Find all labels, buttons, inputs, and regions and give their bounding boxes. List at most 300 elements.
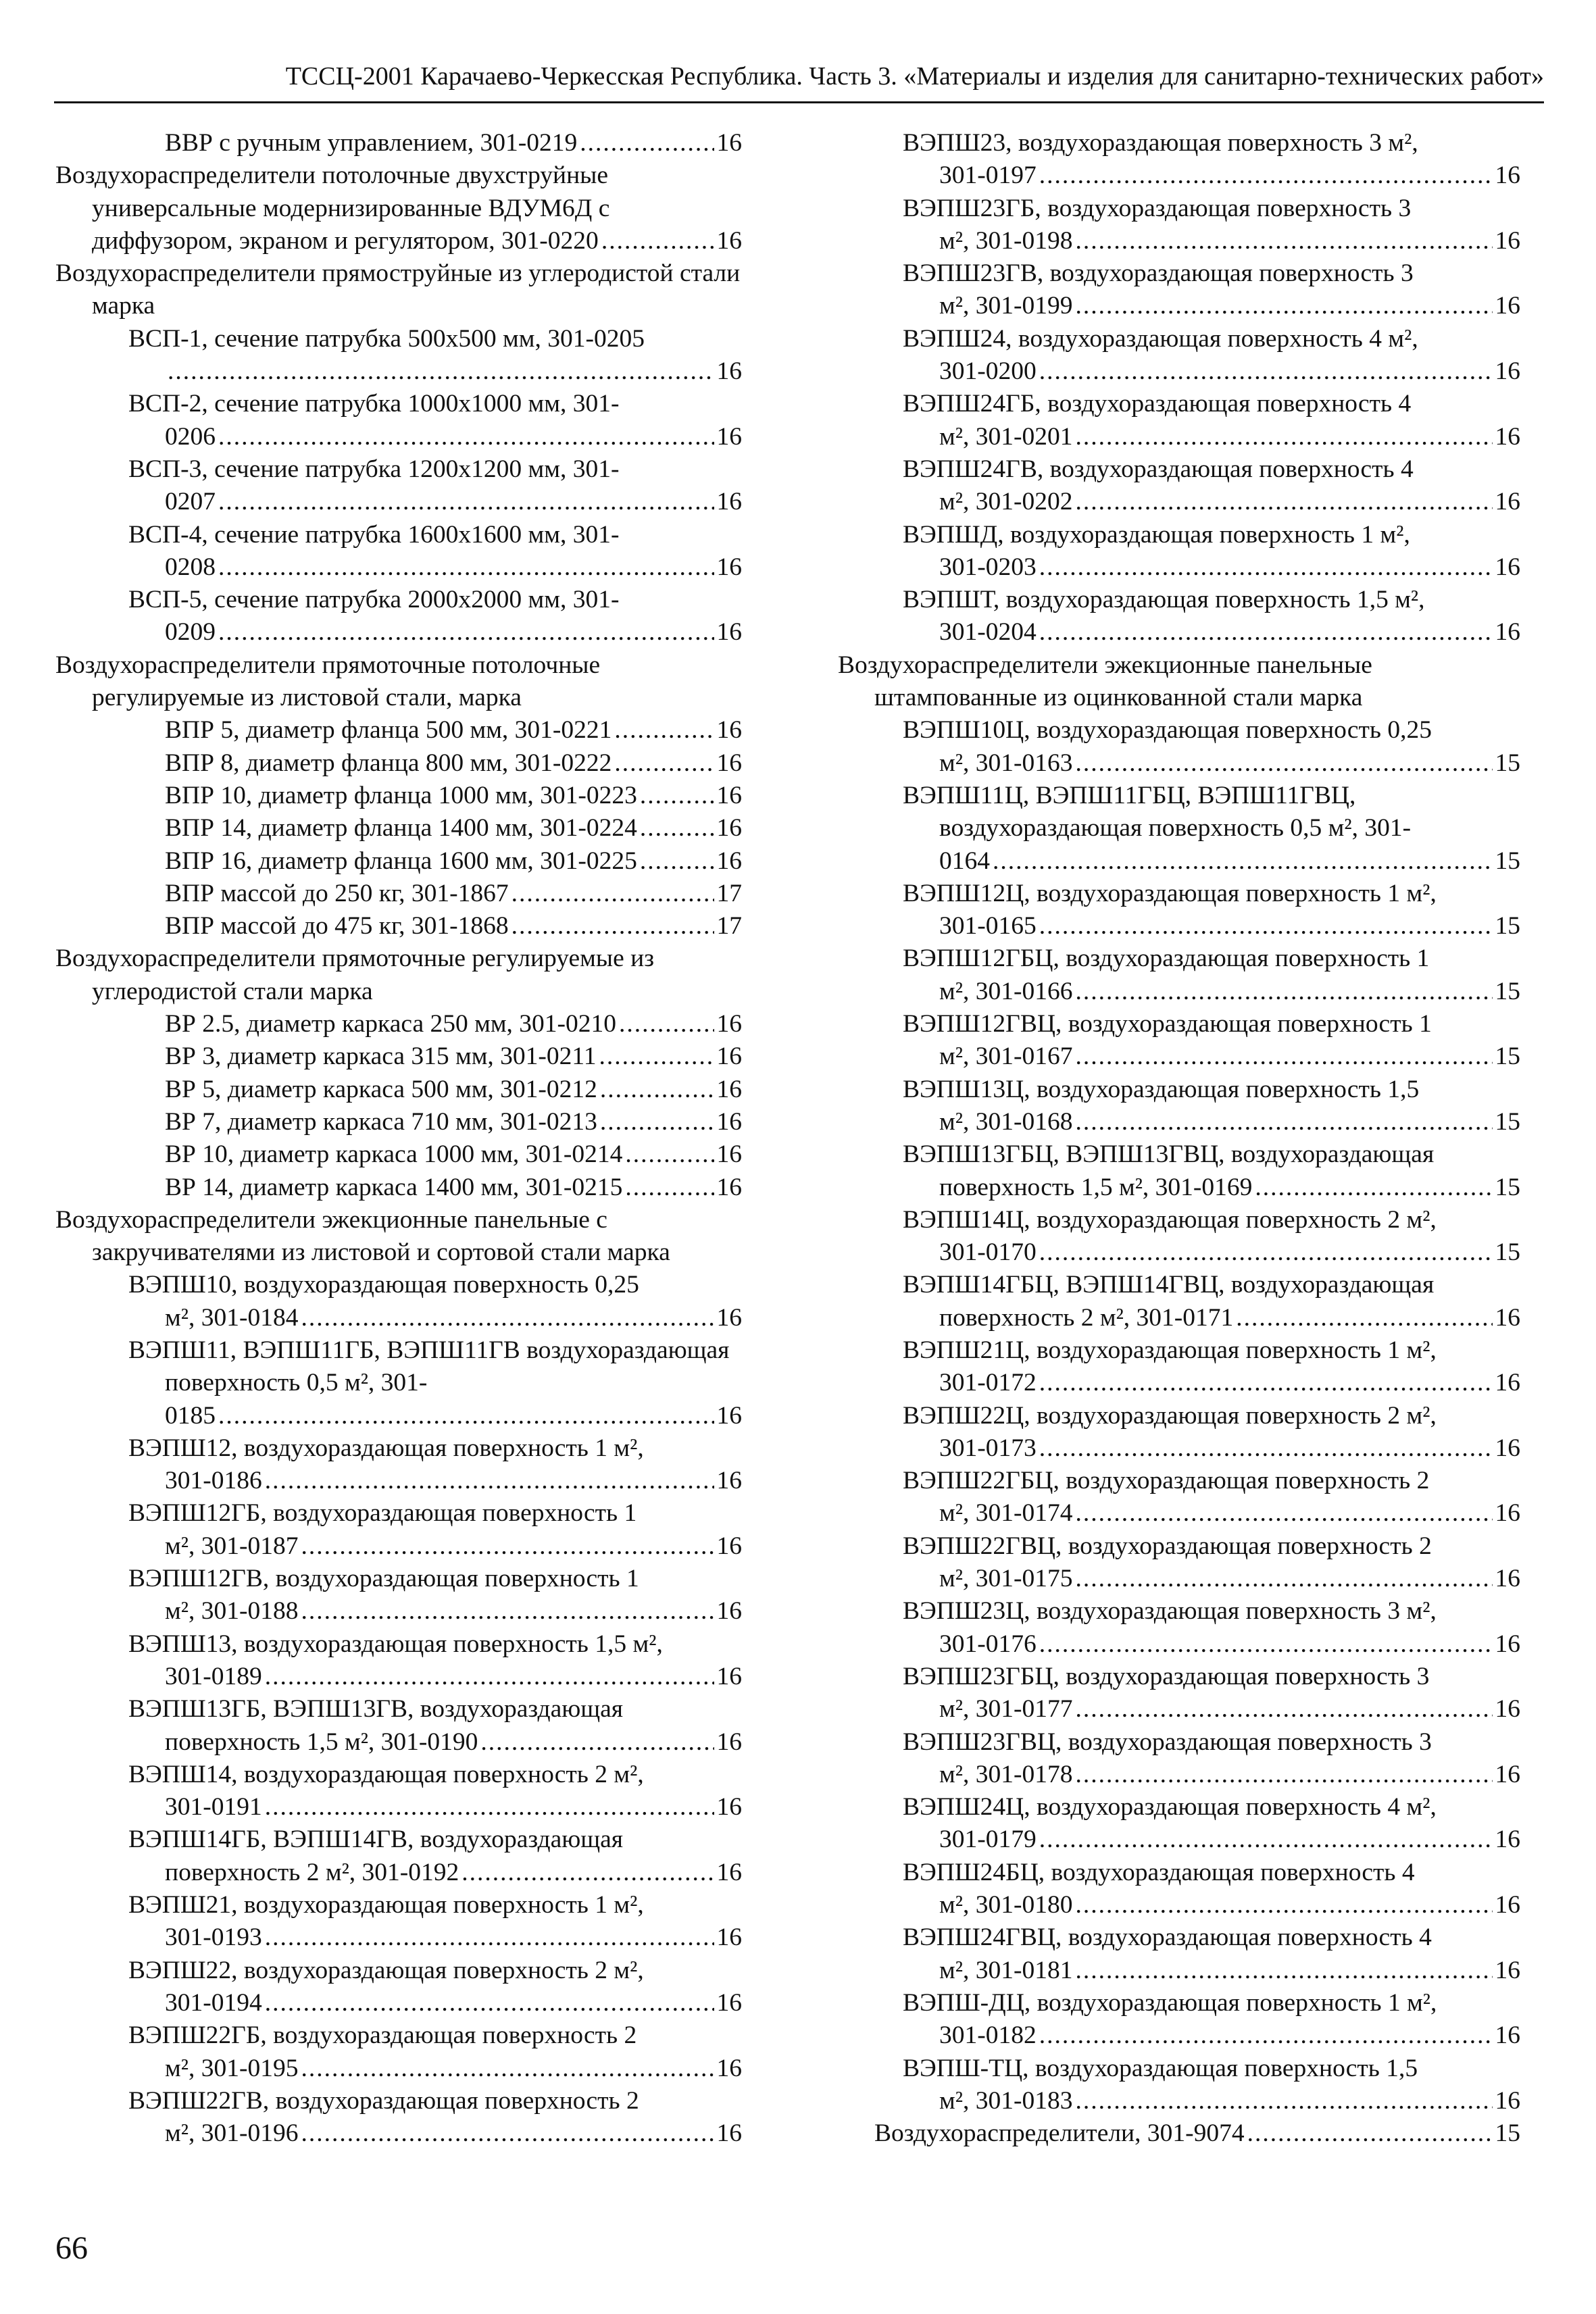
entry-tail: 301-0191 — [165, 1793, 262, 1821]
entry-leader-line — [165, 1465, 742, 1497]
entry-leader-line — [939, 1628, 1520, 1661]
entry-text: ВЭПШ22, воздухораздающая поверхность 2 м², — [128, 1956, 644, 1984]
entry-page: 16 — [1495, 422, 1520, 451]
index-entry — [55, 388, 742, 453]
entry-text: Воздухораспределители прямоточные регулируемые из углеродистой стали марка — [55, 945, 655, 1005]
entry-leader-line — [92, 225, 742, 257]
index-entry — [838, 257, 1520, 323]
entry-page: 16 — [1495, 488, 1520, 516]
dot-leader — [1075, 747, 1492, 780]
entry-leader-line — [939, 1172, 1520, 1204]
index-entry — [838, 780, 1520, 878]
entry-text: ВЭПШ24БЦ, воздухораздающая поверхность 4 — [903, 1858, 1415, 1886]
entry-text: ВСП-3, сечение патрубка 1200x1200 мм, 301- — [128, 455, 620, 483]
index-entry — [838, 1269, 1520, 1334]
index-entry — [838, 1661, 1520, 1726]
entry-text: ВЭПШ23ГБ, воздухораздающая поверхность 3 — [903, 194, 1412, 222]
entry-page: 16 — [1495, 1891, 1520, 1919]
entry-text: ВЭПШ22ГБЦ, воздухораздающая поверхность 2 — [903, 1467, 1430, 1495]
entry-leader-line — [165, 780, 742, 812]
entry-page: 15 — [1495, 977, 1520, 1005]
entry-leader-line — [165, 2053, 742, 2085]
entry-leader-line — [939, 747, 1520, 780]
entry-text: ВЭПШ-ДЦ, воздухораздающая поверхность 1 м², — [903, 1988, 1437, 2017]
dot-leader — [1075, 2085, 1492, 2117]
entry-page: 16 — [716, 1662, 742, 1690]
entry-tail: м², 301-0175 — [939, 1565, 1073, 1593]
entry-text: ВЭПШ24ГВ, воздухораздающая поверхность 4 — [903, 455, 1414, 483]
entry-tail: ВПР 8, диаметр фланца 800 мм, 301-0222 — [165, 749, 612, 777]
dot-leader — [218, 486, 714, 518]
entry-tail: м², 301-0184 — [165, 1303, 299, 1332]
entry-page: 16 — [716, 1075, 742, 1103]
entry-tail: м², 301-0181 — [939, 1956, 1073, 1984]
entry-leader-line — [939, 976, 1520, 1008]
dot-leader — [1236, 1302, 1492, 1334]
entry-page: 16 — [1495, 2021, 1520, 2050]
entry-text: ВЭПШ11Ц, ВЭПШ11ГБЦ, ВЭПШ11ГВЦ, воздухораздающая поверхность 0,5 м², 301- — [903, 781, 1412, 842]
entry-tail: 301-0172 — [939, 1369, 1037, 1397]
dot-leader — [614, 714, 714, 747]
index-entry — [55, 323, 742, 388]
dot-leader — [1075, 290, 1492, 322]
dot-leader — [301, 1530, 714, 1563]
dot-leader — [218, 1400, 714, 1432]
entry-page: 16 — [716, 716, 742, 745]
entry-leader-line — [939, 1693, 1520, 1726]
entry-page: 17 — [716, 879, 742, 907]
dot-leader — [1039, 1823, 1493, 1856]
dot-leader — [1039, 1236, 1493, 1269]
entry-tail: м², 301-0178 — [939, 1760, 1073, 1788]
entry-page: 16 — [716, 781, 742, 809]
entry-page: 16 — [716, 1858, 742, 1886]
entry-text: Воздухораспределители эжекционные панельные с закручивателями из листовой и сортовой стали марка — [55, 1205, 670, 1267]
entry-tail: ВПР массой до 475 кг, 301-1868 — [165, 912, 509, 940]
entry-leader-line — [939, 290, 1520, 322]
index-column-left — [55, 127, 742, 2150]
entry-page: 16 — [716, 2119, 742, 2148]
entry-page: 16 — [1495, 226, 1520, 255]
dot-leader — [1247, 2117, 1493, 2150]
entry-page: 16 — [716, 847, 742, 875]
dot-leader — [1075, 1040, 1492, 1073]
entry-text: ВЭПШ23ГВ, воздухораздающая поверхность 3 — [903, 259, 1414, 288]
entry-leader-line — [939, 1823, 1520, 1856]
entry-page: 16 — [716, 1728, 742, 1756]
entry-tail: поверхность 1,5 м², 301-0190 — [165, 1728, 478, 1756]
index-entry — [838, 714, 1520, 780]
entry-page: 16 — [1495, 1695, 1520, 1724]
dot-leader — [600, 1106, 714, 1138]
entry-leader-line — [165, 845, 742, 878]
entry-tail: 301-0179 — [939, 1826, 1037, 1854]
entry-tail: 301-0170 — [939, 1238, 1037, 1267]
entry-text: ВЭПШ10, воздухораздающая поверхность 0,25 — [128, 1271, 639, 1299]
entry-tail: 0206 — [165, 422, 216, 451]
entry-text: ВЭПШ23ГВЦ, воздухораздающая поверхность 3 — [903, 1728, 1432, 1756]
entry-tail: м², 301-0187 — [165, 1532, 299, 1560]
index-heading — [838, 2117, 1520, 2150]
entry-text: ВЭПШ14ГБ, ВЭПШ14ГВ, воздухораздающая — [128, 1826, 624, 1854]
entry-text: ВЭПШ12ГБ, воздухораздающая поверхность 1 — [128, 1499, 637, 1528]
entry-leader-line — [165, 910, 742, 942]
entry-text: ВЭПШ12, воздухораздающая поверхность 1 м², — [128, 1434, 644, 1462]
dot-leader — [168, 355, 714, 388]
entry-leader-line — [939, 1367, 1520, 1399]
running-header: ТССЦ-2001 Карачаево-Черкесская Республика. Часть 3. «Материалы и изделия для санитарно-технических работ» — [285, 62, 1544, 91]
entry-page: 15 — [1495, 2119, 1520, 2148]
index-entry — [55, 1106, 742, 1138]
index-entry — [55, 1955, 742, 2020]
entry-text: ВЭПШ-ТЦ, воздухораздающая поверхность 1,5 — [903, 2054, 1418, 2082]
dot-leader — [993, 845, 1493, 878]
index-heading — [55, 1204, 742, 1269]
entry-leader-line — [939, 1497, 1520, 1530]
entry-text: ВСП-5, сечение патрубка 2000x2000 мм, 301- — [128, 586, 620, 614]
entry-leader-line — [165, 421, 742, 453]
entry-text: ВЭПШ13Ц, воздухораздающая поверхность 1,5 — [903, 1075, 1420, 1103]
entry-page: 16 — [1495, 1565, 1520, 1593]
entry-page: 16 — [716, 422, 742, 451]
dot-leader — [462, 1857, 714, 1889]
entry-leader-line — [165, 1791, 742, 1823]
index-entry — [55, 845, 742, 878]
entry-leader-line — [165, 1040, 742, 1073]
index-entry — [55, 1889, 742, 1955]
entry-tail: 301-0197 — [939, 161, 1037, 190]
entry-leader-line — [939, 1759, 1520, 1791]
entry-leader-line — [165, 747, 742, 780]
entry-tail: ВР 7, диаметр каркаса 710 мм, 301-0213 — [165, 1107, 597, 1136]
index-entry — [55, 1693, 742, 1759]
dot-leader — [265, 1791, 714, 1823]
entry-tail: 301-0173 — [939, 1434, 1037, 1462]
entry-text: ВЭПШ14, воздухораздающая поверхность 2 м², — [128, 1760, 644, 1788]
entry-tail: 301-0193 — [165, 1923, 262, 1952]
dot-leader — [1075, 486, 1492, 518]
entry-page: 16 — [716, 357, 742, 386]
entry-tail: 0209 — [165, 618, 216, 647]
dot-leader — [1039, 1432, 1493, 1465]
dot-leader — [1075, 1563, 1492, 1595]
entry-text: ВЭПШ14ГБЦ, ВЭПШ14ГВЦ, воздухораздающая — [903, 1271, 1435, 1299]
entry-text: Воздухораспределители потолочные двухструйные универсальные модернизированные ВДУМ6Д с — [55, 161, 610, 222]
entry-page: 15 — [1495, 1042, 1520, 1071]
entry-page: 16 — [716, 1140, 742, 1169]
entry-tail: 301-0186 — [165, 1467, 262, 1495]
entry-page: 16 — [1495, 1303, 1520, 1332]
index-entry — [55, 584, 742, 649]
entry-tail: ВПР массой до 250 кг, 301-1867 — [165, 879, 509, 907]
entry-page: 16 — [1495, 1760, 1520, 1788]
entry-leader-line — [165, 1138, 742, 1171]
entry-text: ВЭПШ12ГВЦ, воздухораздающая поверхность 1 — [903, 1010, 1432, 1038]
dot-leader — [265, 1921, 714, 1954]
entry-page: 16 — [716, 1467, 742, 1495]
dot-leader — [218, 421, 714, 453]
entry-leader-line — [939, 159, 1520, 192]
entry-page: 15 — [1495, 847, 1520, 875]
entry-text: ВЭПШ12Ц, воздухораздающая поверхность 1 м², — [903, 879, 1437, 907]
entry-page: 16 — [1495, 1434, 1520, 1462]
entry-page: 16 — [716, 1010, 742, 1038]
index-entry — [55, 780, 742, 812]
entry-text: ВЭПШ22ГВ, воздухораздающая поверхность 2 — [128, 2086, 639, 2115]
entry-page: 16 — [1495, 357, 1520, 386]
dot-leader — [1075, 1889, 1492, 1921]
dot-leader — [218, 551, 714, 584]
dot-leader — [619, 1008, 714, 1040]
index-entry — [55, 878, 742, 910]
entry-leader-line — [165, 1008, 742, 1040]
entry-text: Воздухораспределители прямоструйные из углеродистой стали марка — [55, 259, 741, 320]
entry-page: 16 — [716, 814, 742, 842]
index-entry — [55, 1074, 742, 1106]
entry-tail: Воздухораспределители, 301-9074 — [874, 2119, 1245, 2148]
entry-text: ВСП-2, сечение патрубка 1000x1000 мм, 301- — [128, 390, 620, 418]
entry-leader-line — [165, 1106, 742, 1138]
dot-leader — [599, 1040, 714, 1073]
index-entry — [838, 942, 1520, 1008]
entry-tail: ВПР 16, диаметр фланца 1600 мм, 301-0225 — [165, 847, 637, 875]
index-entry — [55, 1138, 742, 1171]
index-entry — [55, 1823, 742, 1889]
index-entry — [55, 714, 742, 747]
entry-leader-line — [874, 2117, 1520, 2150]
entry-text: ВЭПШ12ГВ, воздухораздающая поверхность 1 — [128, 1565, 639, 1593]
entry-tail: 301-0176 — [939, 1630, 1037, 1658]
entry-text: ВЭПШ24, воздухораздающая поверхность 4 м², — [903, 324, 1418, 353]
entry-page: 16 — [716, 226, 742, 255]
entry-tail: м², 301-0167 — [939, 1042, 1073, 1071]
entry-leader-line — [939, 1302, 1520, 1334]
entry-leader-line — [165, 1987, 742, 2019]
entry-text: ВЭПШД, воздухораздающая поверхность 1 м², — [903, 520, 1410, 549]
entry-tail: 301-0194 — [165, 1988, 262, 2017]
dot-leader — [1075, 1759, 1492, 1791]
index-entry — [838, 584, 1520, 649]
entry-page: 16 — [716, 1988, 742, 2017]
entry-leader-line — [165, 878, 742, 910]
dot-leader — [1039, 616, 1493, 649]
dot-leader — [640, 812, 714, 845]
entry-leader-line — [165, 355, 742, 388]
entry-text: ВЭПШ22ГВЦ, воздухораздающая поверхность 2 — [903, 1532, 1432, 1560]
entry-leader-line — [165, 1857, 742, 1889]
index-entry — [838, 1726, 1520, 1792]
entry-leader-line — [939, 910, 1520, 942]
dot-leader — [1039, 551, 1493, 584]
dot-leader — [625, 1138, 714, 1171]
entry-leader-line — [165, 1400, 742, 1432]
dot-leader — [1075, 1693, 1492, 1726]
dot-leader — [1039, 1367, 1493, 1399]
dot-leader — [1039, 2019, 1493, 2052]
entry-text: ВЭПШ22ГБ, воздухораздающая поверхность 2 — [128, 2021, 637, 2050]
entry-page: 16 — [1495, 161, 1520, 190]
index-entry — [838, 1791, 1520, 1857]
entry-leader-line — [165, 551, 742, 584]
dot-leader — [1255, 1172, 1492, 1204]
index-heading — [838, 649, 1520, 715]
index-entry — [838, 1138, 1520, 1204]
index-heading — [55, 159, 742, 257]
entry-tail: 301-0203 — [939, 553, 1037, 581]
entry-page: 16 — [716, 1532, 742, 1560]
index-entry — [55, 1334, 742, 1432]
entry-page: 16 — [716, 1107, 742, 1136]
entry-page: 16 — [716, 129, 742, 157]
entry-tail: ВР 5, диаметр каркаса 500 мм, 301-0212 — [165, 1075, 597, 1103]
entry-tail: 301-0182 — [939, 2021, 1037, 2050]
entry-leader-line — [165, 1074, 742, 1106]
entry-page: 15 — [1495, 912, 1520, 940]
entry-text: Воздухораспределители прямоточные потолочные регулируемые из листовой стали, марка — [55, 651, 601, 712]
dot-leader — [614, 747, 714, 780]
entry-leader-line — [939, 1106, 1520, 1138]
entry-tail: 301-0200 — [939, 357, 1037, 386]
index-entry — [838, 1857, 1520, 1922]
entry-leader-line — [165, 1530, 742, 1563]
entry-leader-line — [165, 714, 742, 747]
entry-tail: м², 301-0195 — [165, 2054, 299, 2082]
entry-tail: диффузором, экраном и регулятором, 301-0220 — [92, 226, 599, 255]
page-number: 66 — [55, 2230, 88, 2266]
entry-page: 16 — [1495, 2086, 1520, 2115]
entry-leader-line — [939, 1955, 1520, 1987]
entry-page: 16 — [716, 553, 742, 581]
entry-leader-line — [165, 616, 742, 649]
dot-leader — [480, 1726, 714, 1759]
entry-leader-line — [939, 616, 1520, 649]
entry-page: 16 — [716, 1923, 742, 1952]
index-entry — [55, 1628, 742, 1694]
entry-leader-line — [939, 2085, 1520, 2117]
index-entry — [838, 1465, 1520, 1530]
entry-tail: поверхность 2 м², 301-0192 — [165, 1858, 459, 1886]
entry-tail: 301-0165 — [939, 912, 1037, 940]
index-entry — [55, 2085, 742, 2150]
entry-text: ВЭПШ13, воздухораздающая поверхность 1,5 м², — [128, 1630, 663, 1658]
entry-tail: 0207 — [165, 488, 216, 516]
index-entry — [55, 127, 742, 159]
entry-leader-line — [939, 355, 1520, 388]
entry-tail: м², 301-0196 — [165, 2119, 299, 2148]
entry-tail: м², 301-0199 — [939, 292, 1073, 320]
index-entry — [838, 519, 1520, 584]
dot-leader — [301, 1302, 714, 1334]
index-entry — [838, 193, 1520, 258]
entry-tail: м², 301-0198 — [939, 226, 1073, 255]
entry-tail: поверхность 2 м², 301-0171 — [939, 1303, 1234, 1332]
dot-leader — [580, 127, 714, 159]
dot-leader — [265, 1465, 714, 1497]
entry-page: 16 — [716, 1793, 742, 1821]
entry-text: ВЭПШ24Ц, воздухораздающая поверхность 4 м², — [903, 1793, 1437, 1821]
entry-page: 16 — [716, 749, 742, 777]
entry-tail: ВР 3, диаметр каркаса 315 мм, 301-0211 — [165, 1042, 597, 1071]
entry-page: 16 — [716, 618, 742, 647]
entry-leader-line — [165, 127, 742, 159]
entry-tail: поверхность 1,5 м², 301-0169 — [939, 1173, 1253, 1201]
entry-text: ВЭПШ23, воздухораздающая поверхность 3 м², — [903, 129, 1418, 157]
entry-tail: 301-0189 — [165, 1662, 262, 1690]
entry-leader-line — [939, 1889, 1520, 1921]
dot-leader — [1075, 1497, 1492, 1530]
entry-text: ВЭПШ11, ВЭПШ11ГБ, ВЭПШ11ГВ воздухораздающая поверхность 0,5 м², 301- — [128, 1336, 730, 1397]
index-entry — [55, 519, 742, 584]
entry-leader-line — [165, 2117, 742, 2150]
entry-leader-line — [939, 2019, 1520, 2052]
entry-leader-line — [939, 845, 1520, 878]
index-entry — [838, 1008, 1520, 1074]
entry-tail: м², 301-0163 — [939, 749, 1073, 777]
index-entry — [838, 453, 1520, 519]
index-entry — [838, 1595, 1520, 1661]
entry-tail: ВПР 5, диаметр фланца 500 мм, 301-0221 — [165, 716, 612, 745]
entry-leader-line — [939, 486, 1520, 518]
entry-text: ВСП-1, сечение патрубка 500x500 мм, 301-0205 — [128, 324, 645, 353]
entry-leader-line — [165, 1921, 742, 1954]
index-entry — [838, 388, 1520, 453]
entry-tail: ВВР с ручным управлением, 301-0219 — [165, 129, 578, 157]
dot-leader — [265, 1987, 714, 2019]
entry-page: 16 — [1495, 292, 1520, 320]
index-heading — [55, 257, 742, 323]
entry-text: ВЭПШ23Ц, воздухораздающая поверхность 3 м², — [903, 1597, 1437, 1626]
entry-page: 15 — [1495, 1107, 1520, 1136]
entry-text: ВЭПШ21Ц, воздухораздающая поверхность 1 м², — [903, 1336, 1437, 1364]
entry-page: 16 — [716, 2054, 742, 2082]
entry-tail: м², 301-0166 — [939, 977, 1073, 1005]
dot-leader — [1075, 1955, 1492, 1987]
entry-tail: м², 301-0183 — [939, 2086, 1073, 2115]
entry-leader-line — [165, 1726, 742, 1759]
entry-tail: ВПР 14, диаметр фланца 1400 мм, 301-0224 — [165, 814, 637, 842]
entry-leader-line — [939, 1040, 1520, 1073]
index-entry — [55, 2019, 742, 2085]
entry-tail: ВПР 10, диаметр фланца 1000 мм, 301-0223 — [165, 781, 637, 809]
index-entry — [55, 747, 742, 780]
entry-text: ВЭПШ12ГБЦ, воздухораздающая поверхность 1 — [903, 945, 1430, 973]
dot-leader — [1039, 159, 1493, 192]
entry-leader-line — [939, 1432, 1520, 1465]
entry-page: 16 — [716, 1597, 742, 1626]
entry-tail: м², 301-0168 — [939, 1107, 1073, 1136]
entry-text: ВЭПШТ, воздухораздающая поверхность 1,5 м², — [903, 586, 1425, 614]
entry-page: 16 — [1495, 1826, 1520, 1854]
entry-text: ВЭПШ23ГБЦ, воздухораздающая поверхность 3 — [903, 1662, 1430, 1690]
dot-leader — [1039, 1628, 1493, 1661]
entry-text: ВЭПШ24ГБ, воздухораздающая поверхность 4 — [903, 390, 1412, 418]
dot-leader — [1039, 910, 1493, 942]
entry-tail: м², 301-0180 — [939, 1891, 1073, 1919]
index-column-right — [838, 127, 1520, 2150]
entry-page: 16 — [716, 1173, 742, 1201]
entry-page: 16 — [1495, 1630, 1520, 1658]
entry-tail: ВР 14, диаметр каркаса 1400 мм, 301-0215 — [165, 1173, 623, 1201]
entry-tail: м², 301-0177 — [939, 1695, 1073, 1724]
dot-leader — [625, 1172, 714, 1204]
index-entry — [55, 1432, 742, 1498]
entry-tail: 0208 — [165, 553, 216, 581]
index-entry — [55, 1563, 742, 1628]
index-entry — [55, 1497, 742, 1563]
index-heading — [55, 649, 742, 715]
dot-leader — [512, 910, 714, 942]
entry-tail: ВР 10, диаметр каркаса 1000 мм, 301-0214 — [165, 1140, 623, 1169]
